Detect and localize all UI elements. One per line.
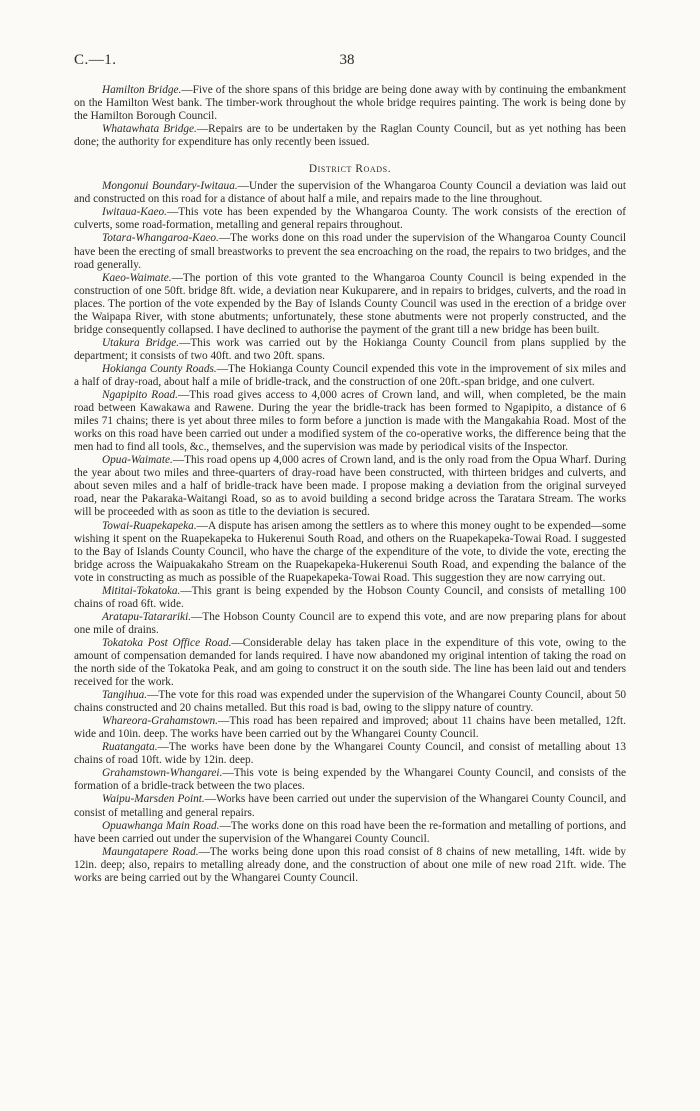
paragraph-text: —The Hobson County Council are to expend this vote, and are now preparing plans for about one mile of drains. bbox=[74, 610, 626, 636]
paragraph-title: Towai-Ruapekapeka. bbox=[102, 519, 197, 532]
paragraph-text: —Repairs are to be undertaken by the Raglan County Council, but as yet nothing has been done; the authority for expenditure has only recently been issued. bbox=[74, 123, 627, 149]
paragraph-text: —The works have been done by the Whangarei County Council, and consist of metalling about 13 chains of road 10ft. wide by 12in. deep. bbox=[74, 741, 626, 767]
intro-section bbox=[74, 84, 626, 149]
paragraph bbox=[74, 389, 626, 454]
paragraph bbox=[74, 123, 626, 149]
paragraph-title: Hamilton Bridge. bbox=[102, 84, 182, 96]
paragraph-title: Maungatapere Road. bbox=[102, 845, 199, 858]
paragraph-text: —A dispute has arisen among the settlers as to where this money ought to be expended—some wishing it spent on the Ruapekapeka to Hukerenui South Road, and others on the Ruapekapeka-Towai Road. I suggested to the Bay of Islands County Council, who have the charge of the expenditure of the vote, to divide the vote, erecting the bridge across the Waipuakakaho Stream on the Ruapekapeka-Hukerenui South Road, and expending the balance of the vote in constructing as much as possible of the Ruapekapeka-Towai Road. This suggestion they are now carrying out. bbox=[74, 519, 626, 584]
paragraph bbox=[74, 585, 626, 611]
page-number: 38 bbox=[339, 52, 355, 68]
paragraph bbox=[74, 272, 626, 337]
paragraph-title: Kaeo-Waimate. bbox=[102, 271, 172, 284]
paragraph-title: Whareora-Grahamstown. bbox=[102, 715, 219, 728]
paragraph bbox=[74, 715, 626, 741]
paragraph bbox=[74, 206, 626, 232]
paragraph-title: Aratapu-Tatarariki. bbox=[102, 610, 192, 623]
paragraph-text: —This road gives access to 4,000 acres of Crown land, and will, when completed, be the main road between Kawakawa and Rawene. During the year the bridle-track has been formed to Ngapipito, a distance of 6 miles 71 chains; there is yet about three miles to form before a junction is made with the Mangakahia Road. Most of the works on this road have been carried out under a modified system of the co-operative works, the difference being that the men had to find all tools, &c., themselves, and the supervision was made by periodical visits of the Inspector. bbox=[74, 389, 626, 454]
paragraph-title: Opuawhanga Main Road. bbox=[102, 819, 220, 832]
paragraph bbox=[74, 689, 626, 715]
document-code: C.—1. bbox=[74, 52, 117, 68]
section-heading: District Roads. bbox=[308, 163, 392, 176]
paragraph-text: —The Hokianga County Council expended this vote in the improvement of six miles and a half of dray-road, about half a mile of bridle-track, and the construction of one 20ft.-span bridge, and one culvert. bbox=[74, 362, 626, 388]
paragraph-title: Mongonui Boundary-Iwitaua. bbox=[102, 180, 238, 193]
paragraph bbox=[74, 363, 626, 389]
page-body bbox=[74, 84, 626, 885]
paragraph-text: —This road opens up 4,000 acres of Crown land, and is the only road from the Opua Wharf. During the year about two miles and three-quarters of dray-road have been constructed, with thirteen bridges and culverts, and about seven miles and a half of bridle-track have been made. I propose making a deviation from the original surveyed road, near the Pakaraka-Waitangi Road, so as to avoid building a second bridge across the Taratara Stream. The works will be proceeded with as soon as title to the deviation is secured. bbox=[74, 454, 626, 519]
paragraph-text: —The vote for this road was expended under the supervision of the Whangarei County Council, about 50 chains constructed and 20 chains metalled. But this road is bad, owing to the slippy nature of country. bbox=[74, 689, 626, 715]
paragraph-title: Iwitaua-Kaeo. bbox=[102, 206, 167, 219]
paragraph-text: —This vote is being expended by the Whangarei County Council, and consists of the formation of a bridle-track between the two places. bbox=[74, 767, 626, 793]
paragraph-text: —This vote has been expended by the Whangaroa County. The work consists of the erection of culverts, some road-formation, metalling and general repairs throughout. bbox=[74, 206, 626, 232]
paragraph-title: Waipu-Marsden Point. bbox=[102, 793, 205, 806]
paragraph-text: —Five of the shore spans of this bridge are being done away with by continuing the embankment on the Hamilton West bank. The timber-work throughout the whole bridge requires painting. The work is being done by the Hamilton Borough Council. bbox=[74, 84, 626, 123]
paragraph bbox=[74, 232, 626, 271]
paragraph bbox=[74, 741, 626, 767]
paragraph-title: Totara-Whangaroa-Kaeo. bbox=[102, 232, 219, 245]
paragraph bbox=[74, 820, 626, 846]
paragraph-text: —The works done on this road have been the re-formation and metalling of portions, and have been carried out under the supervision of the Whangarei County Council. bbox=[74, 819, 626, 845]
paragraph bbox=[74, 846, 626, 885]
page-header bbox=[74, 52, 620, 74]
paragraph bbox=[74, 611, 626, 637]
paragraph bbox=[74, 520, 626, 585]
paragraph bbox=[74, 793, 626, 819]
paragraph-title: Mititai-Tokatoka. bbox=[102, 584, 181, 597]
paragraph bbox=[74, 637, 626, 689]
paragraph-title: Tokatoka Post Office Road. bbox=[102, 636, 232, 649]
paragraph bbox=[74, 180, 626, 206]
paragraph-text: —This work was carried out by the Hokianga County Council from plans supplied by the department; it consists of two 40ft. and two 20ft. spans. bbox=[74, 336, 626, 362]
paragraph-title: Ngapipito Road. bbox=[102, 389, 178, 402]
paragraph-text: —Works have been carried out under the supervision of the Whangarei County Council, and consist of metalling and general repairs. bbox=[74, 793, 626, 819]
district-roads-section bbox=[74, 180, 626, 885]
paragraph-title: Hokianga County Roads. bbox=[102, 362, 217, 375]
paragraph-title: Grahamstown-Whangarei. bbox=[102, 767, 223, 780]
paragraph-text: —This road has been repaired and improved; about 11 chains have been metalled, 12ft. wide and 10in. deep. The works have been carried out by the Whangarei County Council. bbox=[74, 715, 626, 741]
paragraph-text: —Considerable delay has taken place in the expenditure of this vote, owing to the amount of compensation demanded for lands required. I have now abandoned my original intention of taking the road on the north side of the Tokatoka Peak, and am going to construct it on the south side. The line has been laid out and tenders received for the work. bbox=[74, 636, 627, 689]
paragraph bbox=[74, 84, 626, 123]
paragraph-title: Tangihua. bbox=[102, 689, 148, 702]
paragraph-text: —The works done on this road under the supervision of the Whangaroa County Council have been the erecting of small breastworks to prevent the sea encroaching on the road, the repairs to two bridges, and the road generally. bbox=[74, 232, 626, 271]
paragraph-title: Utakura Bridge. bbox=[102, 336, 180, 349]
paragraph-title: Whatawhata Bridge. bbox=[102, 123, 197, 136]
paragraph-text: —The works being done upon this road consist of 8 chains of new metalling, 14ft. wide by 12in. deep; also, repairs to metalling already done, and the construction of about one mile of new road 21ft. wide. The works are being carried out by the Whangarei County Council. bbox=[74, 845, 626, 884]
paragraph bbox=[74, 337, 626, 363]
paragraph bbox=[74, 767, 626, 793]
paragraph-title: Ruatangata. bbox=[102, 741, 158, 754]
paragraph-text: —The portion of this vote granted to the Whangaroa County Council is being expended in the construction of one 50ft. bridge 8ft. wide, a deviation near Kukuparere, and in repairs to bridges, culverts, and the road in places. The portion of the vote expended by the Bay of Islands County Council was used in the erection of a bridge over the Waipapa River, with stone abutments; unfortunately, these stone abutments were not properly constructed, and the bridge consequently collapsed. I have declined to authorise the payment of the grant till a new bridge has been built. bbox=[74, 271, 626, 336]
paragraph-title: Opua-Waimate. bbox=[102, 454, 173, 467]
paragraph bbox=[74, 454, 626, 519]
paragraph-text: —Under the supervision of the Whangaroa County Council a deviation was laid out and constructed on this road for a distance of about half a mile, and repairs made to the line throughout. bbox=[74, 180, 626, 206]
paragraph-text: —This grant is being expended by the Hobson County Council, and consists of metalling 100 chains of road 6ft. wide. bbox=[74, 584, 626, 610]
